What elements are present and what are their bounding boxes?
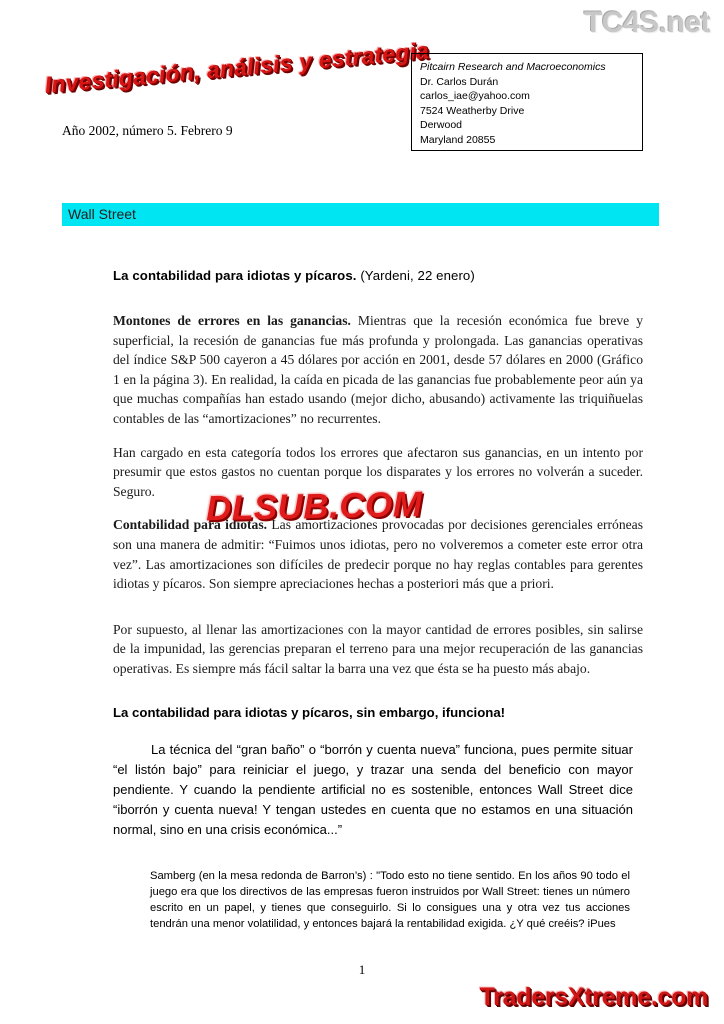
paragraph-3-lead: Contabilidad para idiotas. bbox=[113, 517, 268, 533]
masthead-title: Investigación, análisis y estrategia bbox=[43, 37, 430, 99]
article-source: (Yardeni, 22 enero) bbox=[360, 268, 475, 283]
paragraph-4 bbox=[113, 620, 643, 679]
paragraph-4-text: Por supuesto, al llenar las amortizaciones con la mayor cantidad de errores posibles, sin salirse de la impunidad, las gerencias preparan el terreno para una mejor recuperación de las ganancias operativas. Es siempre más fácil saltar la barra una vez que ésta se ha puesto más abajo. bbox=[113, 621, 643, 676]
article-body bbox=[0, 268, 724, 932]
paragraph-1-lead: Montones de errores en las ganancias. bbox=[113, 313, 351, 328]
article-headline-text: La contabilidad para idiotas y pícaros. bbox=[113, 268, 357, 283]
masthead bbox=[43, 37, 430, 114]
paragraph-1-text: Mientras que la recesión económica fue breve y superficial, la recesión de ganancias fue más profunda y prolongada. Las ganancias operativas del índice S&P 500 cayeron a 45 dólares por acción en 2001, desde 57 dólares en 2000 (Gráfico 1 en la página 3). En realidad, la caída en picada de las ganancias fue probablemente peor aún ya que muchas compañías han estado usando (mejor dicho, abusando) activamente las triquiñuelas contables de las “amortizaciones” no recurrentes. bbox=[113, 313, 643, 426]
contact-street: 7524 Weatherby Drive bbox=[420, 104, 525, 117]
paragraph-1 bbox=[113, 311, 643, 429]
paragraph-3 bbox=[113, 515, 643, 593]
article-subheadline: La contabilidad para idiotas y pícaros, sin embargo, ifunciona! bbox=[113, 704, 506, 720]
quote-block: Samberg (en la mesa redonda de Barron’s) : "Todo esto no tiene sentido. En los años 90 todo el juego era que los directivos de las empresas fueron instruidos por Wall Street: tienes un número escrito en un papel, y tienes que conseguirlo. Si lo consigues una y otra vez tus acciones tendrán una menor volatilidad, y entonces bajará la rentabilidad exigida. ¿Y qué creéis? iPues bbox=[150, 869, 630, 931]
issue-line: Año 2002, número 5. Febrero 9 bbox=[62, 123, 233, 138]
contact-city: Derwood bbox=[420, 119, 463, 132]
section-header-bar bbox=[62, 203, 659, 226]
watermark-tc4s: TC4S.net bbox=[583, 6, 710, 39]
paragraph-sans-text: La técnica del “gran baño” o “borrón y cuenta nueva” funciona, pues permite situar “el listón bajo” para reiniciar el juego, y trazar una senda del beneficio con mayor pendiente. Y cuando la pendiente artificial no es sostenible, entonces Wall Street dice “iborrón y cuenta nueva! Y tengan ustedes en cuenta que no estamos en una situación normal, sino en una crisis económica...” bbox=[113, 741, 633, 837]
contact-box bbox=[411, 53, 643, 151]
contact-email: carlos_iae@yahoo.com bbox=[420, 90, 530, 103]
page-number: 1 bbox=[358, 962, 366, 977]
paragraph-sans bbox=[113, 740, 633, 840]
contact-name: Dr. Carlos Durán bbox=[420, 75, 499, 88]
watermark-tradersxtreme: TradersXtreme.com bbox=[479, 983, 708, 1011]
paragraph-2-text: Han cargado en esta categoría todos los errores que afectaron sus ganancias, en un intento por presumir que estos gastos no cuentan porque los disparates y los errores no volverán a suceder. Seguro. bbox=[113, 444, 643, 499]
watermark-dlsub: DLSUB.COM bbox=[205, 484, 423, 529]
section-title: Wall Street bbox=[68, 206, 136, 222]
contact-organization: Pitcairn Research and Macroeconomics bbox=[420, 61, 606, 73]
contact-state-zip: Maryland 20855 bbox=[420, 133, 496, 146]
article-headline bbox=[113, 268, 633, 283]
paragraph-3-text: Las amortizaciones provocadas por decisiones gerenciales erróneas son una manera de admitir: “Fuimos unos idiotas, pero no volveremos a cometer este error otra vez”. Las amortizaciones son difíciles de predecir porque no hay reglas contables para gerentes idiotas y pícaros. Son siempre apreciaciones hechas a posteriori más que a priori. bbox=[113, 517, 643, 592]
